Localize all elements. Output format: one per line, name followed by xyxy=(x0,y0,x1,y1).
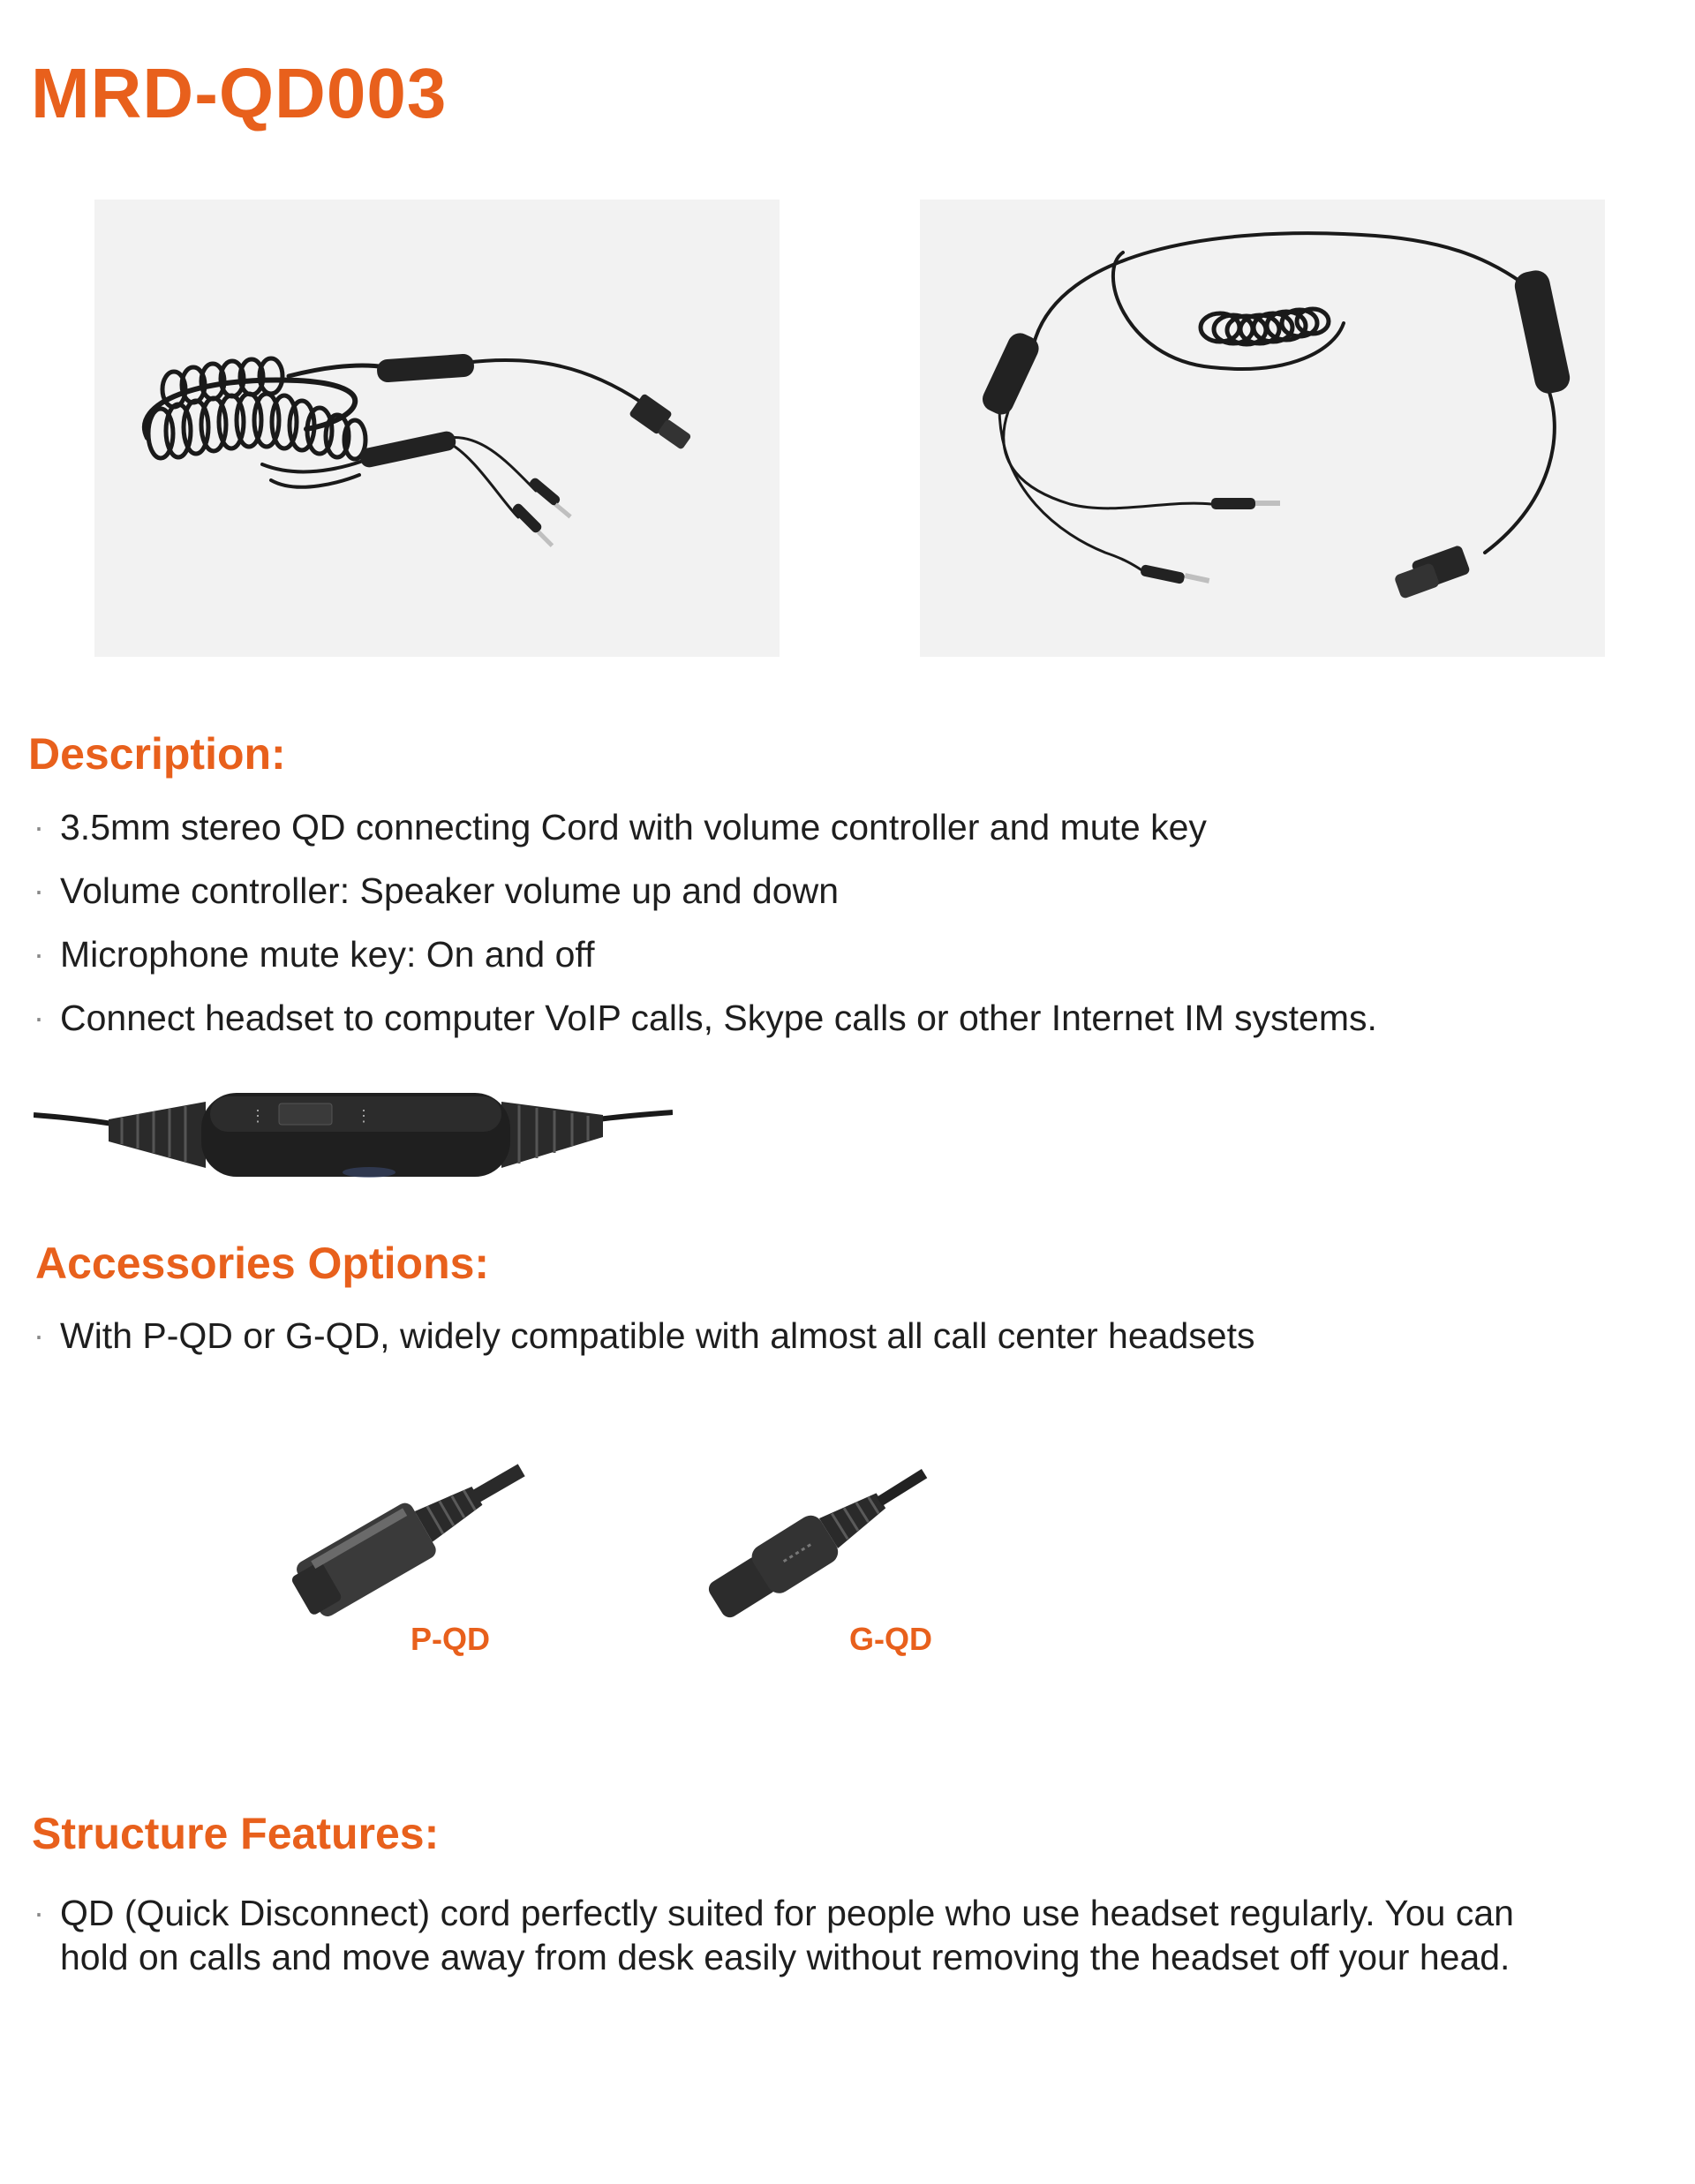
straight-cable-photo-icon xyxy=(920,200,1605,657)
accessories-list xyxy=(32,1314,1254,1358)
list-item: · Volume controller: Speaker volume up and down xyxy=(34,870,840,911)
inline-controller-photo xyxy=(34,1084,673,1181)
list-item: · Microphone mute key: On and off xyxy=(34,934,595,975)
list-item: · Connect headset to computer VoIP calls, Skype calls or other Internet IM systems. xyxy=(34,998,1377,1038)
gqd-label: G-QD xyxy=(849,1621,932,1657)
bullet-icon: · xyxy=(34,809,44,845)
cord-photo-left xyxy=(94,200,780,657)
list-item: · With P-QD or G-QD, widely compatible with almost all call center headsets xyxy=(34,1315,1255,1356)
product-title: MRD-QD003 xyxy=(31,54,448,132)
description-list xyxy=(32,805,1377,1040)
list-item: · QD (Quick Disconnect) cord perfectly suited for people who use headset regularly. You can hold on calls and move away from desk easily without removing the headset off your head. xyxy=(34,1893,1514,1977)
gqd-connector-photo xyxy=(680,1439,945,1642)
coiled-cable-photo-icon xyxy=(94,200,780,657)
bullet-icon: · xyxy=(34,999,44,1036)
bullet-icon: · xyxy=(34,872,44,908)
mute-icon: ⋮ xyxy=(356,1107,372,1125)
list-item: · 3.5mm stereo QD connecting Cord with volume controller and mute key xyxy=(34,807,1207,847)
structure-list xyxy=(32,1891,1514,1979)
accessories-heading: Accessories Options: xyxy=(35,1239,490,1288)
inline-controller-icon xyxy=(34,1084,673,1181)
cord-photo-right xyxy=(920,200,1605,657)
pqd-connector-icon xyxy=(256,1421,556,1642)
pqd-label: P-QD xyxy=(411,1621,490,1657)
bullet-icon: · xyxy=(34,936,44,972)
gqd-connector-icon xyxy=(680,1439,945,1642)
structure-heading: Structure Features: xyxy=(32,1809,440,1858)
description-heading: Description: xyxy=(28,729,286,779)
pqd-connector-photo xyxy=(256,1421,556,1642)
mic-icon: ⋮ xyxy=(250,1107,266,1125)
bullet-icon: · xyxy=(34,1894,44,1931)
bullet-icon: · xyxy=(34,1317,44,1353)
